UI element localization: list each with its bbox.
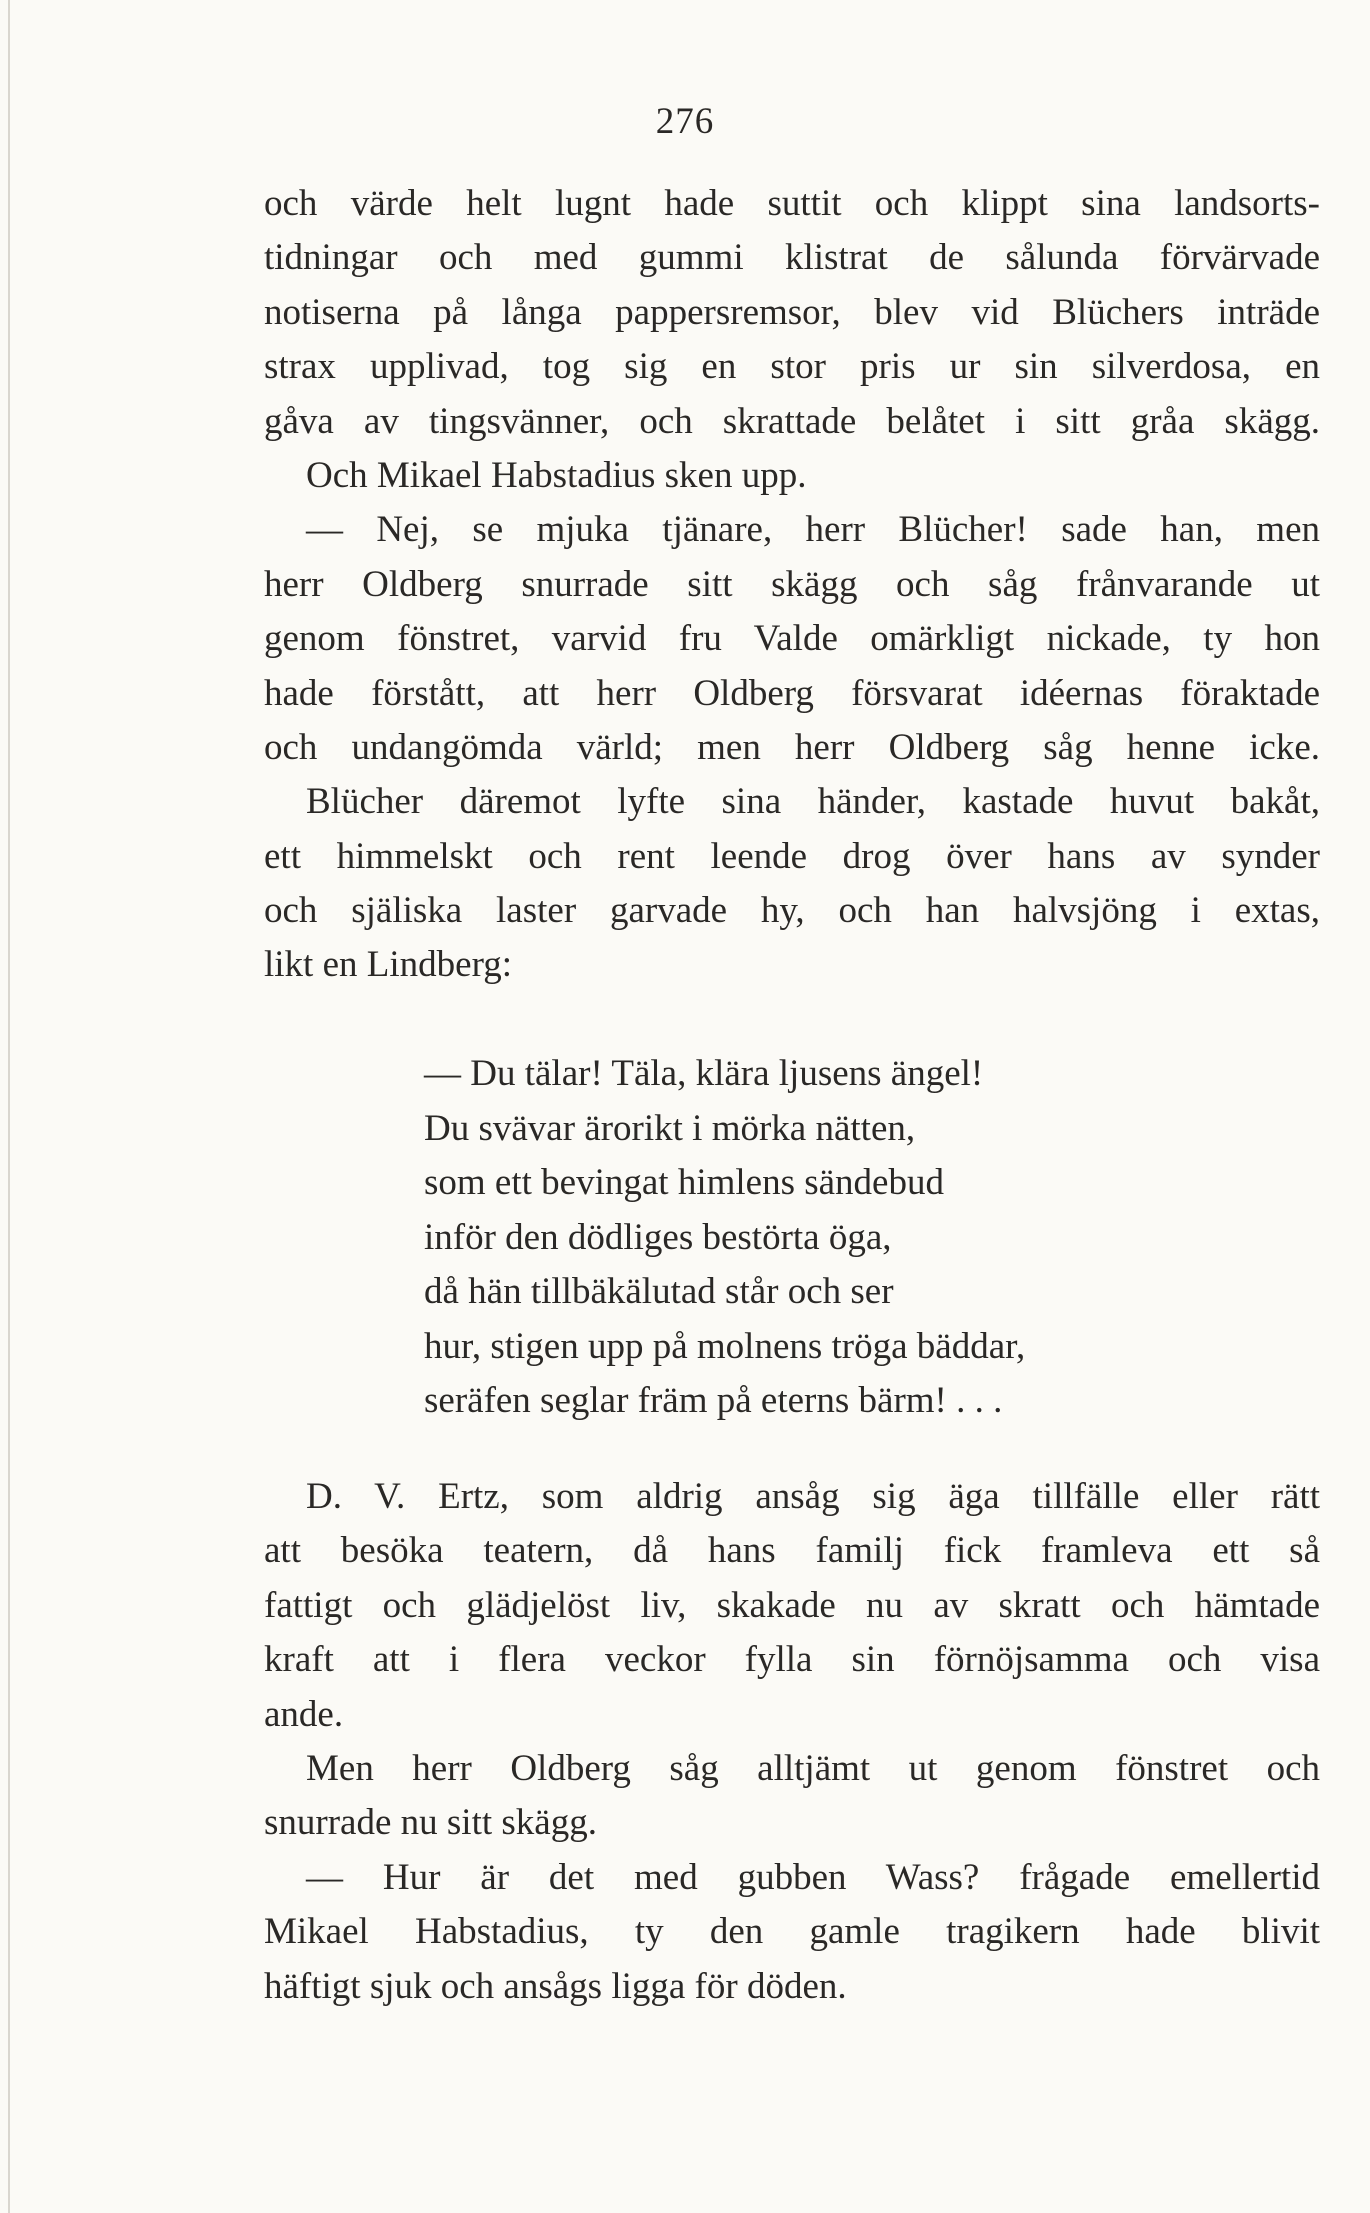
text-block-lower bbox=[264, 1470, 1320, 2014]
text-line: och undangömda värld; men herr Oldberg såg henne icke. bbox=[264, 726, 1320, 768]
text-line: kraft att i flera veckor fylla sin förnöjsamma och visa bbox=[264, 1639, 1320, 1681]
text-line: D. V. Ertz, som aldrig ansåg sig äga tillfälle eller rätt bbox=[306, 1476, 1320, 1517]
verse-line: — Du tälar! Täla, klära ljusens ängel! bbox=[424, 1053, 984, 1094]
text-line: Blücher däremot lyfte sina händer, kastade huvut bakåt, bbox=[306, 781, 1320, 823]
text-line: och själiska laster garvade hy, och han halvsjöng i extas, bbox=[264, 890, 1320, 932]
text-line: Men herr Oldberg såg alltjämt ut genom fönstret och bbox=[306, 1747, 1320, 1789]
page-edge-line bbox=[8, 0, 10, 2213]
text-line: likt en Lindberg: bbox=[264, 944, 512, 986]
verse-line: som ett bevingat himlens sändebud bbox=[424, 1162, 944, 1203]
text-line: och värde helt lugnt hade suttit och klippt sina landsorts- bbox=[264, 183, 1320, 224]
text-line: ett himmelskt och rent leende drog över hans av synder bbox=[264, 835, 1320, 877]
text-line: Mikael Habstadius, ty den gamle tragikern hade blivit bbox=[264, 1911, 1320, 1953]
text-line: genom fönstret, varvid fru Valde omärkligt nickade, ty hon bbox=[264, 618, 1320, 660]
text-line: notiserna på långa pappersremsor, blev vid Blüchers inträde bbox=[264, 291, 1320, 333]
text-line: att besöka teatern, då hans familj fick framleva ett så bbox=[264, 1530, 1320, 1572]
verse-line: inför den dödliges bestörta öga, bbox=[424, 1216, 892, 1258]
text-line: Och Mikael Habstadius sken upp. bbox=[306, 454, 807, 496]
text-line: herr Oldberg snurrade sitt skägg och såg frånvarande ut bbox=[264, 563, 1320, 605]
verse-block bbox=[424, 1047, 1184, 1429]
text-line: häftigt sjuk och ansågs ligga för döden. bbox=[264, 1965, 847, 2007]
text-line: snurrade nu sitt skägg. bbox=[264, 1802, 597, 1844]
text-line: — Hur är det med gubben Wass? frågade emellertid bbox=[306, 1856, 1320, 1898]
text-line: gåva av tingsvänner, och skrattade belåtet i sitt gråa skägg. bbox=[264, 400, 1320, 442]
text-line: tidningar och med gummi klistrat de sålunda förvärvade bbox=[264, 237, 1320, 279]
text-line: hade förstått, att herr Oldberg försvarat idéernas föraktade bbox=[264, 672, 1320, 714]
text-line: strax upplivad, tog sig en stor pris ur sin silverdosa, en bbox=[264, 346, 1320, 388]
verse-line: hur, stigen upp på molnens tröga bäddar, bbox=[424, 1325, 1026, 1367]
text-block-upper bbox=[264, 177, 1320, 993]
verse-line: seräfen seglar främ på eterns bärm! . . . bbox=[424, 1380, 1003, 1421]
text-line: fattigt och glädjelöst liv, skakade nu av skratt och hämtade bbox=[264, 1584, 1320, 1626]
verse-line: Du svävar ärorikt i mörka nätten, bbox=[424, 1107, 916, 1149]
text-line: — Nej, se mjuka tjänare, herr Blücher! sade han, men bbox=[306, 509, 1320, 551]
verse-line: då hän tillbäkälutad står och ser bbox=[424, 1271, 894, 1312]
page-number: 276 bbox=[655, 101, 715, 142]
text-line: ande. bbox=[264, 1693, 344, 1735]
